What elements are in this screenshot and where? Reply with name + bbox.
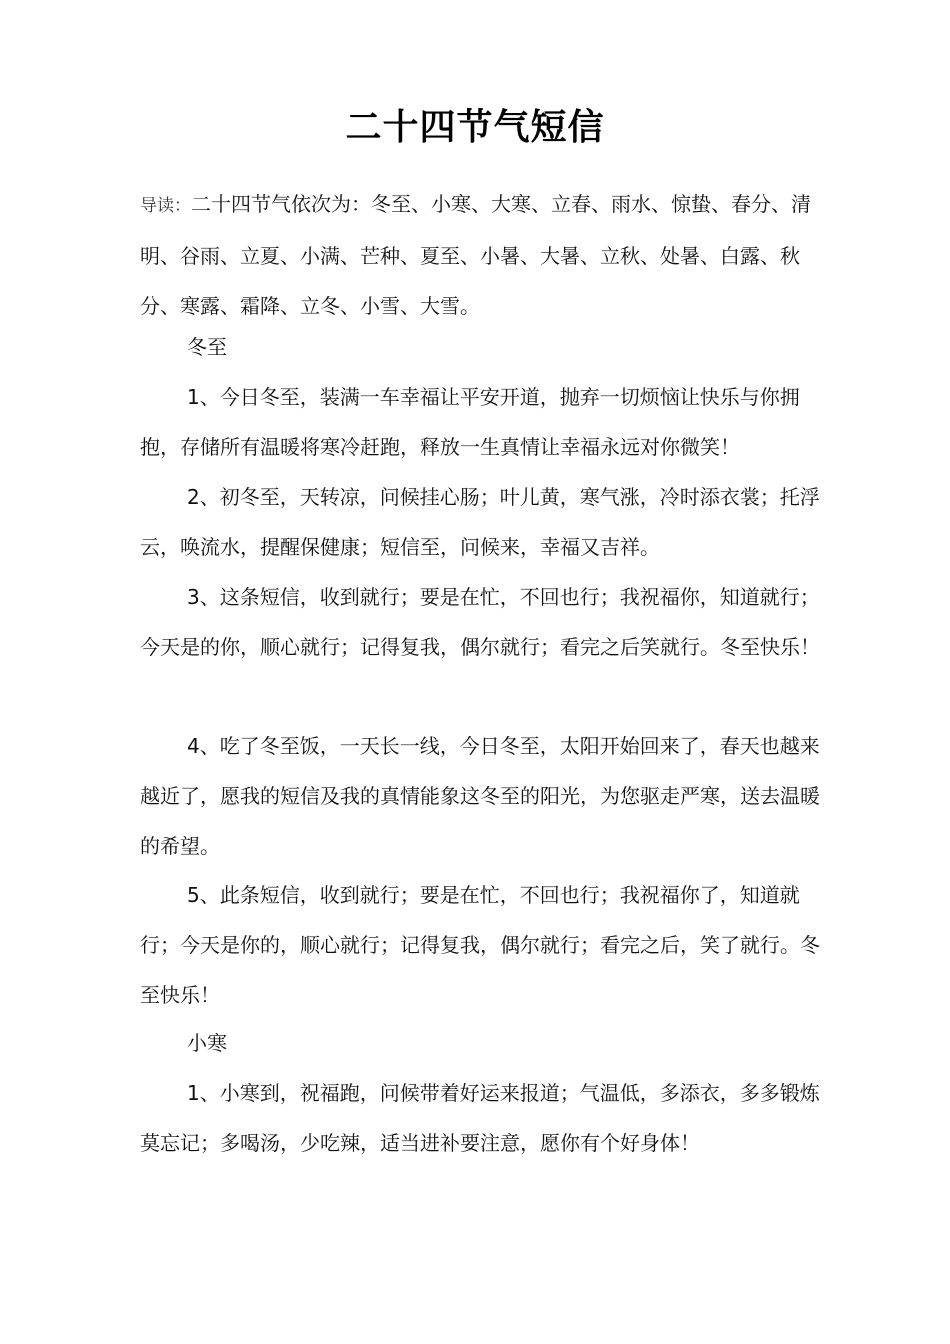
document-title: 二十四节气短信 xyxy=(345,107,605,148)
section-heading-xiaohan: 小寒 xyxy=(187,1031,227,1055)
section-heading-dongzhi: 冬至 xyxy=(187,335,227,359)
dongzhi-message-3: 3、这条短信，收到就行；要是在忙，不回也行；我祝福你，知道就行；今天是的你，顺心就行；记得复我，偶尔就行；看完之后笑就行。冬至快乐！ xyxy=(140,585,820,659)
xiaohan-message-1: 1、小寒到，祝福跑，问候带着好运来报道；气温低，多添衣，多多锻炼莫忘记；多喝汤，少吃辣，适当进补要注意，愿你有个好身体！ xyxy=(140,1081,820,1155)
dongzhi-message-1: 1、今日冬至，装满一车幸福让平安开道，抛弃一切烦恼让快乐与你拥抱，存储所有温暖将寒冷赶跑，释放一生真情让幸福永远对你微笑！ xyxy=(140,385,800,459)
dongzhi-message-4: 4、吃了冬至饭，一天长一线，今日冬至，太阳开始回来了，春天也越来越近了，愿我的短信及我的真情能象这冬至的阳光，为您驱走严寒，送去温暖的希望。 xyxy=(140,734,820,858)
intro-paragraph xyxy=(140,179,830,331)
dongzhi-message-2: 2、初冬至，天转凉，问候挂心肠；叶儿黄，寒气涨，冷时添衣裳；托浮云，唤流水，提醒保健康；短信至，问候来，幸福又吉祥。 xyxy=(140,485,820,559)
intro-label: 导读： xyxy=(140,196,191,216)
intro-text: 二十四节气依次为：冬至、小寒、大寒、立春、雨水、惊蛰、春分、清明、谷雨、立夏、小满、芒种、夏至、小暑、大暑、立秋、处暑、白露、秋分、寒露、霜降、立冬、小雪、大雪。 xyxy=(140,192,811,318)
dongzhi-message-5: 5、此条短信，收到就行；要是在忙，不回也行；我祝福你了，知道就行；今天是你的，顺心就行；记得复我，偶尔就行；看完之后，笑了就行。冬至快乐！ xyxy=(140,883,820,1007)
